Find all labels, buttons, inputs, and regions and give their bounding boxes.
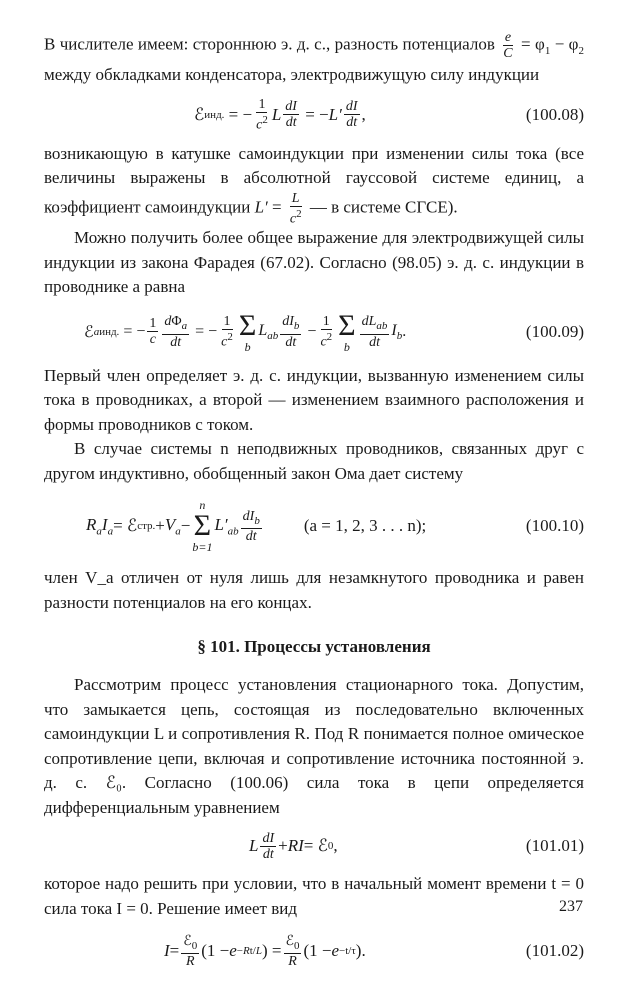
equation-number: (100.09) [525,321,584,341]
page-content [44,30,584,981]
equation-number: (100.10) [525,516,584,536]
paragraph-7: Рассмотрим процесс установления стационарного тока. Допустим, что замыкается цепь, состоящая из последовательно включенных самоиндукции L и сопротивления R. Под R понимается полное омическое сопротивление цепи, включая и сопротивление источника постоянной э. д. с. ℰ₀. Согласно (100.06) сила тока в цепи определяется дифференциальным уравнением [44,675,584,817]
equation-number: (101.01) [525,836,584,856]
equation-condition: (a = 1, 2, 3 . . . n); [303,516,427,536]
paragraph-3: Можно получить более общее выражение для электродвижущей силы индукции из закона Фарадея (67.02). Согласно (98.05) э. д. с. индукции в проводнике a равна [44,228,584,297]
paragraph-8: которое надо решить при условии, что в начальный момент времени t = 0 сила тока I = 0. Решение имеет вид [44,874,584,918]
equation-100-08: ℰ инд. = − $\frac{1}{c^2}$ L $\frac{dI}{dt}$ = − L′ $\frac{dI}{dt}$ , (100.08) [194,96,584,133]
equation-number: (100.08) [525,104,584,124]
paragraph-5: В случае системы n неподвижных проводников, связанных друг с другом индуктивно, обобщенный закон Ома дает систему [44,439,584,483]
equation-101-02: I = $\frac{ℰ_0}{R}$ (1 − e −Rt/L ) = $\frac{ℰ_0}{R}$ (1 − e −t/τ ). (101.02) [164,933,584,970]
page-number: 237 [559,898,583,915]
paragraph-4: Первый член определяет э. д. с. индукции, вызванную изменением силы тока в проводниках, а второй — изменением взаимного расположения и формы проводников с током. [44,365,584,434]
section-title: § 101. Процессы установления [197,637,431,657]
equation-100-10: $R_aI_a$ = ℰ стр. + $V_a$ − n Σ b=1 $L'_{ab}$ $\frac{dI_b}{dt}$ (a = 1, 2, 3 . . . n); (100.10) [86,498,584,555]
paragraph-1: В числителе имеем: стороннюю э. д. с., разность потенциалов $\frac{e}{C}$ = $\varphi_1 - \varphi_2$ между обкладками конденсатора, электродвижущую силу индукции [44,30,584,85]
fraction-e-over-c: $\frac{e}{C}$ [503,30,513,61]
equation-number: (101.02) [525,941,584,961]
equation-101-01: L $\frac{dI}{dt}$ + RI = ℰ 0 , (101.01) [249,830,584,862]
equation-100-09: ℰ a инд. = − $\frac{1}{c}$ $\frac{d\Phi_a}{dt}$ = − $\frac{1}{c^2}$ Σ b $L_{ab}$ $\frac{dI_b}{dt}$ − $\frac{1}{c^2}$ Σ b $\frac{dL_{ab}}{dt}$ $I_b$ . (100.09) [84,308,584,354]
paragraph-2: возникающую в катушке самоиндукции при изменении силы тока (все величины выражены в абсолютной гауссовой системе единиц, а коэффициент самоиндукции L′ = $\frac{L}{c^2}$ — в системе СГСЕ). [44,143,584,227]
paragraph-6: член V_a отличен от нуля лишь для незамкнутого проводника и равен разности потенциалов на его концах. [44,568,584,612]
